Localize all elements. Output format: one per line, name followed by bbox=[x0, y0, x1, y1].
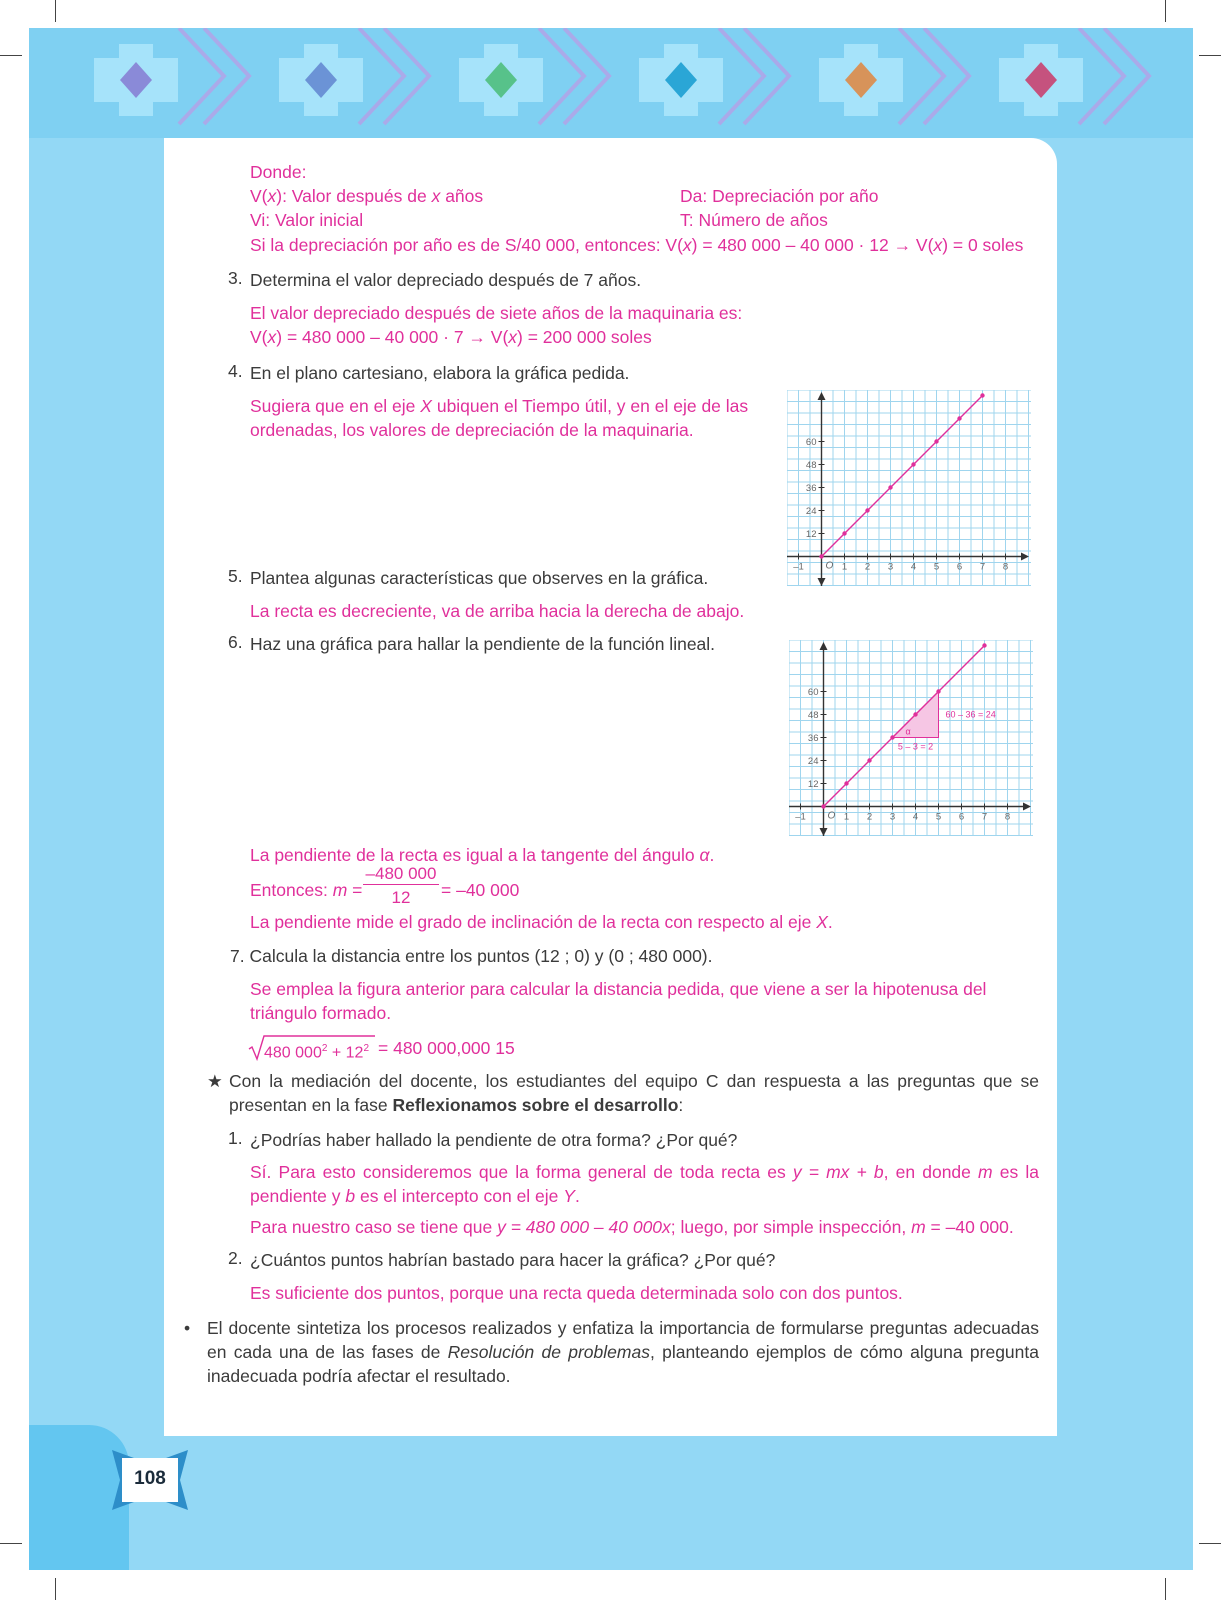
slope-result: = –40 000 bbox=[441, 880, 520, 900]
definition-vi: Vi: Valor inicial bbox=[250, 210, 364, 230]
origin-label: O bbox=[827, 810, 836, 822]
data-point bbox=[913, 712, 917, 716]
y-tick-label: 24 bbox=[805, 506, 817, 517]
question-5: Plantea algunas características que observes en la gráfica. bbox=[250, 568, 709, 588]
data-point bbox=[957, 416, 961, 420]
question-3: Determina el valor depreciado después de 7 años. bbox=[250, 270, 642, 290]
data-point bbox=[821, 804, 825, 808]
closing-bullet: • bbox=[184, 1318, 191, 1338]
x-tick-label: 8 bbox=[1004, 811, 1011, 823]
crop-mark bbox=[1165, 0, 1166, 22]
crop-mark bbox=[1199, 1543, 1221, 1544]
x-tick-label: 4 bbox=[912, 811, 919, 823]
origin-label: O bbox=[825, 560, 834, 572]
sqrt-expression: 480 $000^2 + 12^2$ bbox=[264, 1043, 369, 1062]
data-point bbox=[890, 735, 894, 739]
answer-7: Se emplea la figura anterior para calcular la distancia pedida, que viene a ser la hipotenusa del triángulo formado. bbox=[250, 979, 987, 1023]
x-tick-label: 1 bbox=[843, 811, 850, 823]
x-tick-label: 7 bbox=[981, 811, 988, 823]
data-point bbox=[982, 643, 986, 647]
x-tick-label: 3 bbox=[887, 561, 894, 573]
question-number: 3. bbox=[228, 268, 243, 288]
y-tick-label: 12 bbox=[807, 779, 819, 790]
crop-mark bbox=[0, 1543, 22, 1544]
question-number: 1. bbox=[228, 1128, 243, 1148]
x-tick-label: 4 bbox=[910, 561, 917, 573]
definition-t: T: Número de años bbox=[680, 210, 828, 230]
data-point bbox=[844, 781, 848, 785]
x-tick-label: 1 bbox=[841, 561, 848, 573]
y-tick-label: 36 bbox=[805, 483, 817, 494]
y-tick-label: 48 bbox=[807, 710, 819, 721]
y-axis-arrow-down bbox=[818, 578, 826, 586]
reflection-2: ¿Cuántos puntos habrían bastado para hacer la gráfica? ¿Por qué? bbox=[250, 1250, 776, 1270]
sqrt-result: = 480 000,000 15 bbox=[378, 1038, 515, 1058]
answer-3-line1: El valor depreciado después de siete años de la maquinaria es: bbox=[250, 303, 743, 323]
data-point bbox=[819, 554, 823, 558]
x-tick-label: 5 bbox=[935, 811, 942, 823]
crop-mark bbox=[1199, 55, 1221, 56]
y-tick-label: 12 bbox=[805, 529, 817, 540]
crop-mark bbox=[0, 55, 22, 56]
crop-mark bbox=[1165, 1578, 1166, 1600]
x-tick-label: 5 bbox=[933, 561, 940, 573]
x-tick-label: 2 bbox=[864, 561, 871, 573]
answer-6-line3: La pendiente mide el grado de inclinación de la recta con respecto al eje X. bbox=[250, 912, 833, 932]
reflection-1-answer: Sí. Para esto consideremos que la forma general de toda recta es y = mx + b, en donde m es la pendiente y b es el intercepto con el eje Y. bbox=[250, 1162, 1039, 1206]
x-tick-label: 8 bbox=[1002, 561, 1009, 573]
x-axis-arrow bbox=[1023, 803, 1031, 811]
y-tick-label: 48 bbox=[805, 460, 817, 471]
graph-depreciation-line bbox=[787, 390, 1031, 586]
page-number: 108 bbox=[134, 1468, 166, 1489]
decorative-header-band bbox=[29, 28, 1193, 138]
crop-mark bbox=[55, 0, 56, 22]
data-point bbox=[888, 485, 892, 489]
reflection-1-answer-case: Para nuestro caso se tiene que y = 480 000 – 40 000x; luego, por simple inspección, m = –40 000. bbox=[250, 1217, 1014, 1237]
x-tick-label: 2 bbox=[866, 811, 873, 823]
y-axis-arrow bbox=[818, 392, 826, 400]
definition-da: Da: Depreciación por año bbox=[680, 186, 879, 206]
y-axis-arrow-down bbox=[820, 828, 828, 836]
depreciation-formula: Si la depreciación por año es de S/40 000, entonces: V(x) = 480 000 – 40 000 · 12 → V(x) = 0 soles bbox=[250, 235, 1024, 255]
x-tick-label: 3 bbox=[889, 811, 896, 823]
run-label: 5 – 3 = 2 bbox=[897, 741, 934, 752]
fraction-denominator: 12 bbox=[391, 888, 411, 907]
graph-slope-triangle bbox=[789, 640, 1033, 836]
closing-paragraph: El docente sintetiza los procesos realizados y enfatiza la importancia de formularse preguntas adecuadas en cada una de las fases de Resolución de problemas, planteando ejemplos de cómo alguna pregunta inadecuada podría afectar el resultado. bbox=[207, 1318, 1039, 1386]
data-point bbox=[934, 439, 938, 443]
donde-label: Donde: bbox=[250, 162, 307, 182]
reflection-2-answer: Es suficiente dos puntos, porque una recta queda determinada solo con dos puntos. bbox=[250, 1283, 903, 1303]
team-c-paragraph: Con la mediación del docente, los estudiantes del equipo C dan respuesta a las preguntas que se presentan en la fase Reflexionamos sobre el desarrollo: bbox=[229, 1071, 1039, 1115]
answer-5: La recta es decreciente, va de arriba hacia la derecha de abajo. bbox=[250, 601, 745, 621]
y-tick-label: 24 bbox=[807, 756, 819, 767]
x-tick-label: –1 bbox=[795, 811, 806, 823]
rise-label: 60 – 36 = 24 bbox=[945, 709, 996, 720]
reflection-1: ¿Podrías haber hallado la pendiente de otra forma? ¿Por qué? bbox=[250, 1130, 738, 1150]
y-tick-label: 60 bbox=[805, 437, 817, 448]
y-tick-label: 60 bbox=[807, 687, 819, 698]
answer-6-line1: La pendiente de la recta es igual a la tangente del ángulo α. bbox=[250, 845, 715, 865]
answer-4-line1: Sugiera que en el eje X ubiquen el Tiempo útil, y en el eje de las bbox=[250, 396, 749, 416]
x-tick-label: –1 bbox=[793, 561, 804, 573]
x-tick-label: 7 bbox=[979, 561, 986, 573]
question-number: 2. bbox=[228, 1248, 243, 1268]
fraction-numerator: –480 000 bbox=[363, 864, 439, 885]
x-tick-label: 6 bbox=[958, 811, 965, 823]
data-point bbox=[980, 393, 984, 397]
x-axis-arrow bbox=[1021, 553, 1029, 561]
y-axis-arrow bbox=[820, 642, 828, 650]
data-point bbox=[842, 531, 846, 535]
answer-3-line2: V(x) = 480 000 – 40 000 · 7 → V(x) = 200 000 soles bbox=[250, 327, 652, 347]
question-number: 4. bbox=[228, 361, 243, 381]
question-4: En el plano cartesiano, elabora la gráfica pedida. bbox=[250, 363, 630, 383]
data-point bbox=[911, 462, 915, 466]
y-tick-label: 36 bbox=[807, 733, 819, 744]
slope-equation: Entonces: m = bbox=[250, 880, 363, 900]
data-point bbox=[936, 689, 940, 693]
question-7: 7. Calcula la distancia entre los puntos (12 ; 0) y (0 ; 480 000). bbox=[230, 946, 713, 966]
data-point bbox=[865, 508, 869, 512]
question-6: Haz una gráfica para hallar la pendiente de la función lineal. bbox=[250, 634, 716, 654]
data-point bbox=[867, 758, 871, 762]
answer-4-line2: ordenadas, los valores de depreciación de la maquinaria. bbox=[250, 420, 694, 440]
crop-mark bbox=[55, 1578, 56, 1600]
star-bullet: ★ bbox=[207, 1071, 223, 1091]
x-tick-label: 6 bbox=[956, 561, 963, 573]
definition-vx: V(x): Valor después de x años bbox=[250, 186, 484, 206]
question-number: 6. bbox=[228, 632, 243, 652]
angle-label: α bbox=[905, 726, 911, 737]
question-number: 5. bbox=[228, 566, 243, 586]
